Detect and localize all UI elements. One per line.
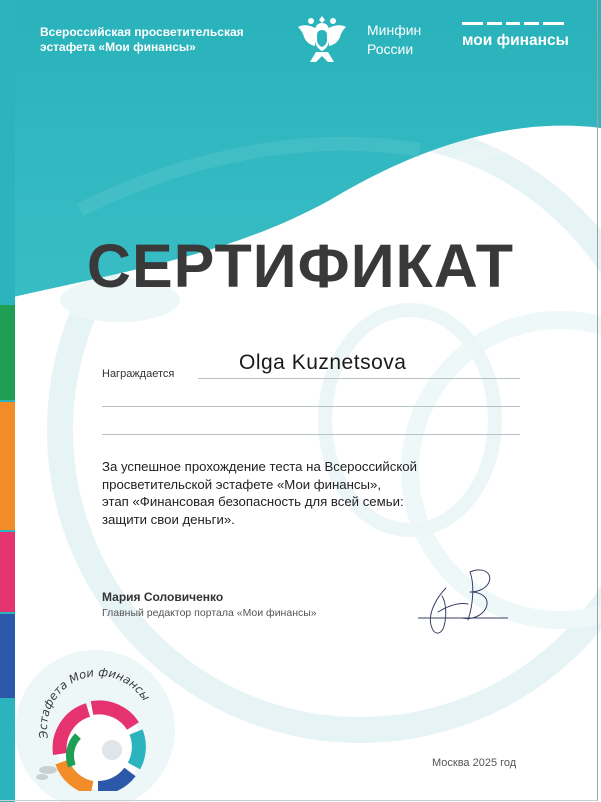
certificate-title: СЕРТИФИКАТ: [86, 232, 515, 300]
signatory-role: Главный редактор портала «Мои финансы»: [102, 607, 317, 619]
recipient-name: Olga Kuznetsova: [239, 351, 407, 374]
signature: [418, 560, 508, 645]
awarded-label: Награждается: [102, 368, 175, 380]
blank-line-2: [102, 434, 520, 435]
blank-line-1: [102, 406, 520, 407]
eagle-emblem-icon: [296, 12, 348, 66]
portal-logo: [462, 22, 569, 50]
relay-logo-text: Эстафета Мои финансы: [35, 666, 153, 740]
portal-logo-text: мои финансы: [462, 32, 569, 49]
relay-title: Всероссийская просветительская эстафета «Мои финансы»: [40, 25, 244, 54]
certificate-description: За успешное прохождение теста на Всероссийской просветительской эстафете «Мои финансы», этап «Финансовая безопасность для всей семьи: защити свои деньги».: [102, 459, 417, 527]
portal-logo-bars: [462, 22, 564, 25]
relay-logo: [18, 666, 168, 791]
ministry-name: Минфин России: [367, 22, 422, 57]
name-line: [198, 378, 520, 379]
place-year: Москва 2025 год: [432, 757, 517, 769]
signatory-name: Мария Соловиченко: [102, 590, 224, 604]
